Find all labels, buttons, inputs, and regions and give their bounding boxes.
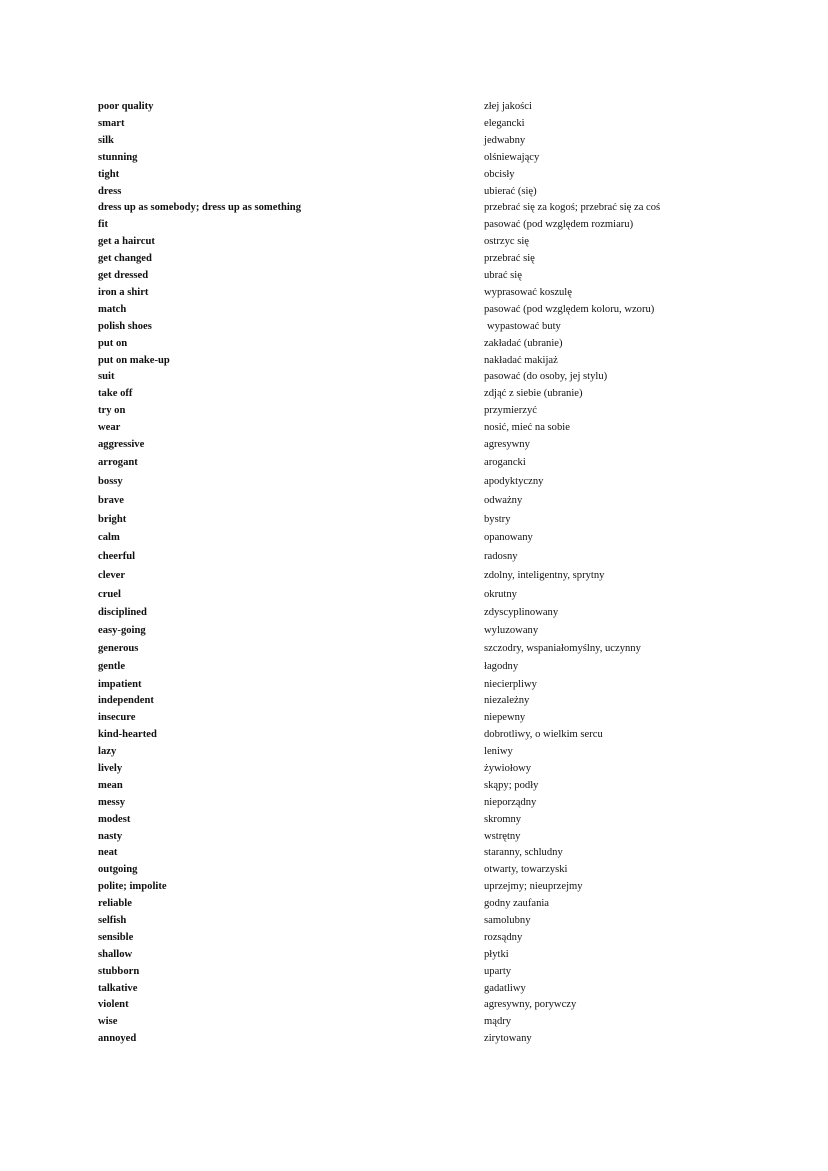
polish-translation: zirytowany	[484, 1033, 532, 1045]
polish-translation: radosny	[484, 551, 518, 563]
polish-translation: niepewny	[484, 712, 526, 724]
english-term: aggressive	[98, 438, 145, 450]
polish-translation: wstrętny	[484, 830, 521, 842]
polish-translation: niecierpliwy	[484, 678, 537, 690]
english-term: stunning	[98, 151, 138, 163]
vocab-row	[98, 420, 718, 437]
vocab-row	[98, 658, 718, 677]
english-term: easy-going	[98, 624, 146, 636]
polish-translation: wypastować buty	[487, 320, 561, 332]
vocab-row	[98, 234, 718, 251]
vocab-row	[98, 437, 718, 454]
vocab-row	[98, 879, 718, 896]
vocab-row	[98, 529, 718, 548]
polish-translation: przymierzyć	[484, 405, 537, 417]
polish-translation: arogancki	[484, 456, 526, 468]
polish-translation: apodyktyczny	[484, 475, 544, 487]
polish-translation: zakładać (ubranie)	[484, 337, 563, 349]
vocab-row	[98, 567, 718, 586]
english-term: insecure	[98, 712, 136, 724]
vocab-row	[98, 302, 718, 319]
polish-translation: pasować (do osoby, jej stylu)	[484, 371, 608, 383]
english-term: suit	[98, 371, 115, 383]
english-term: reliable	[98, 898, 132, 910]
polish-translation: agresywny, porywczy	[484, 999, 577, 1011]
polish-translation: wyluzowany	[484, 624, 539, 636]
polish-translation: przebrać się za kogoś; przebrać się za coś	[484, 202, 661, 214]
english-term: lazy	[98, 746, 117, 758]
vocab-row	[98, 964, 718, 981]
vocab-row	[98, 605, 718, 622]
english-term: gentle	[98, 660, 126, 672]
vocab-row	[98, 812, 718, 829]
polish-translation: agresywny	[484, 438, 530, 450]
vocab-row	[98, 1014, 718, 1031]
english-term: impatient	[98, 678, 142, 690]
vocab-row	[98, 510, 718, 529]
polish-translation: płytki	[484, 948, 509, 960]
polish-translation: żywiołowy	[484, 762, 532, 774]
polish-translation: pasować (pod względem koloru, wzoru)	[484, 303, 655, 315]
english-term: selfish	[98, 915, 127, 926]
vocab-row	[98, 761, 718, 778]
vocab-row	[98, 285, 718, 302]
polish-translation: opanowany	[484, 532, 533, 544]
polish-translation: staranny, schludny	[484, 847, 563, 859]
english-term: polish shoes	[98, 320, 152, 332]
vocab-row	[98, 386, 718, 403]
polish-translation: zdyscyplinowany	[484, 606, 559, 618]
polish-translation: mądry	[484, 1016, 512, 1028]
english-term: put on make-up	[98, 354, 170, 366]
vocab-row	[98, 454, 718, 473]
polish-translation: niezależny	[484, 695, 530, 707]
polish-translation: leniwy	[484, 746, 513, 758]
vocab-row	[98, 862, 718, 879]
vocab-row	[98, 335, 718, 352]
english-term: tight	[98, 168, 120, 180]
vocab-row	[98, 744, 718, 761]
polish-translation: nosić, mieć na sobie	[484, 422, 570, 434]
vocab-row	[98, 268, 718, 285]
polish-translation: odważny	[484, 494, 523, 506]
polish-translation: obcisły	[484, 168, 515, 180]
vocab-row	[98, 473, 718, 492]
polish-translation: nieporządny	[484, 796, 537, 808]
english-term: wise	[98, 1016, 118, 1028]
english-term: silk	[98, 134, 114, 146]
polish-translation: gadatliwy	[484, 982, 526, 994]
vocab-row	[98, 1031, 718, 1048]
vocab-row	[98, 150, 718, 167]
english-term: polite; impolite	[98, 881, 167, 893]
vocab-row	[98, 828, 718, 845]
polish-translation: uparty	[484, 965, 512, 977]
english-term: talkative	[98, 982, 138, 994]
english-term: mean	[98, 779, 123, 791]
vocab-row	[98, 352, 718, 369]
polish-translation: ostrzyc się	[484, 236, 530, 248]
polish-translation: dobrotliwy, o wielkim sercu	[484, 729, 603, 741]
vocab-row	[98, 548, 718, 567]
english-term: outgoing	[98, 864, 138, 876]
vocab-row	[98, 133, 718, 150]
vocab-row	[98, 622, 718, 641]
english-term: smart	[98, 118, 125, 130]
english-term: generous	[98, 642, 139, 654]
polish-translation: zdjąć z siebie (ubranie)	[484, 388, 583, 400]
english-term: lively	[98, 762, 123, 774]
english-term: iron a shirt	[98, 286, 149, 298]
vocab-row	[98, 641, 718, 658]
english-term: try on	[98, 405, 126, 417]
vocab-row	[98, 913, 718, 930]
vocab-row	[98, 795, 718, 812]
english-term: dress	[98, 185, 122, 197]
vocab-row	[98, 251, 718, 268]
polish-translation: zdolny, inteligentny, sprytny	[484, 570, 605, 582]
polish-translation: nakładać makijaż	[484, 354, 558, 366]
polish-translation: szczodry, wspaniałomyślny, uczynny	[484, 642, 641, 654]
polish-translation: ubierać (się)	[484, 185, 537, 197]
polish-translation: wyprasować koszulę	[484, 286, 572, 298]
polish-translation: łagodny	[484, 660, 519, 672]
english-term: bright	[98, 513, 127, 525]
vocab-row	[98, 947, 718, 964]
vocab-row	[98, 930, 718, 947]
polish-translation: uprzejmy; nieuprzejmy	[484, 881, 583, 893]
english-term: stubborn	[98, 965, 140, 977]
english-term: brave	[98, 494, 124, 506]
vocab-row	[98, 217, 718, 234]
vocab-row	[98, 980, 718, 997]
english-term: bossy	[98, 475, 123, 487]
english-term: get dressed	[98, 270, 149, 282]
polish-translation: jedwabny	[484, 134, 526, 146]
english-term: disciplined	[98, 606, 147, 618]
vocab-row	[98, 710, 718, 727]
polish-translation: skąpy; podły	[484, 779, 539, 791]
vocab-row	[98, 997, 718, 1014]
polish-translation: rozsądny	[484, 931, 523, 943]
english-term: poor quality	[98, 101, 154, 113]
english-term: arrogant	[98, 456, 138, 468]
english-term: calm	[98, 532, 120, 544]
vocab-row	[98, 183, 718, 200]
polish-translation: bystry	[484, 513, 511, 525]
english-term: messy	[98, 796, 126, 808]
vocab-row	[98, 167, 718, 184]
polish-translation: pasować (pod względem rozmiaru)	[484, 219, 634, 231]
vocab-row	[98, 200, 718, 217]
english-term: independent	[98, 695, 154, 707]
english-term: cruel	[98, 589, 121, 601]
vocab-row	[98, 727, 718, 744]
vocab-row	[98, 403, 718, 420]
english-term: annoyed	[98, 1033, 137, 1045]
vocab-row	[98, 116, 718, 133]
vocab-row	[98, 491, 718, 510]
polish-translation: elegancki	[484, 118, 525, 130]
polish-translation: olśniewający	[484, 151, 540, 163]
english-term: take off	[98, 388, 133, 400]
polish-translation: przebrać się	[484, 253, 535, 265]
english-term: cheerful	[98, 551, 136, 563]
vocab-row	[98, 896, 718, 913]
english-term: dress up as somebody; dress up as something	[98, 202, 301, 214]
vocabulary-list	[98, 99, 718, 1048]
english-term: wear	[98, 422, 121, 434]
polish-translation: skromny	[484, 813, 522, 825]
vocab-row	[98, 99, 718, 116]
vocab-row	[98, 778, 718, 795]
english-term: get changed	[98, 253, 152, 265]
english-term: nasty	[98, 830, 123, 842]
english-term: modest	[98, 813, 131, 825]
english-term: sensible	[98, 931, 134, 943]
polish-translation: okrutny	[484, 589, 517, 601]
english-term: neat	[98, 847, 118, 859]
vocab-row	[98, 693, 718, 710]
english-term: match	[98, 303, 127, 315]
english-term: shallow	[98, 948, 133, 960]
polish-translation: samolubny	[484, 915, 531, 926]
vocab-row	[98, 676, 718, 693]
polish-translation: ubrać się	[484, 270, 522, 282]
english-term: violent	[98, 999, 129, 1011]
english-term: clever	[98, 570, 126, 582]
vocab-row	[98, 586, 718, 605]
english-term: fit	[98, 219, 108, 231]
english-term: kind-hearted	[98, 729, 157, 741]
vocab-row	[98, 845, 718, 862]
vocab-row	[98, 369, 718, 386]
polish-translation: otwarty, towarzyski	[484, 864, 568, 876]
english-term: get a haircut	[98, 236, 155, 248]
english-term: put on	[98, 337, 128, 349]
polish-translation: złej jakości	[484, 101, 532, 113]
polish-translation: godny zaufania	[484, 898, 550, 910]
vocab-row	[98, 319, 718, 336]
